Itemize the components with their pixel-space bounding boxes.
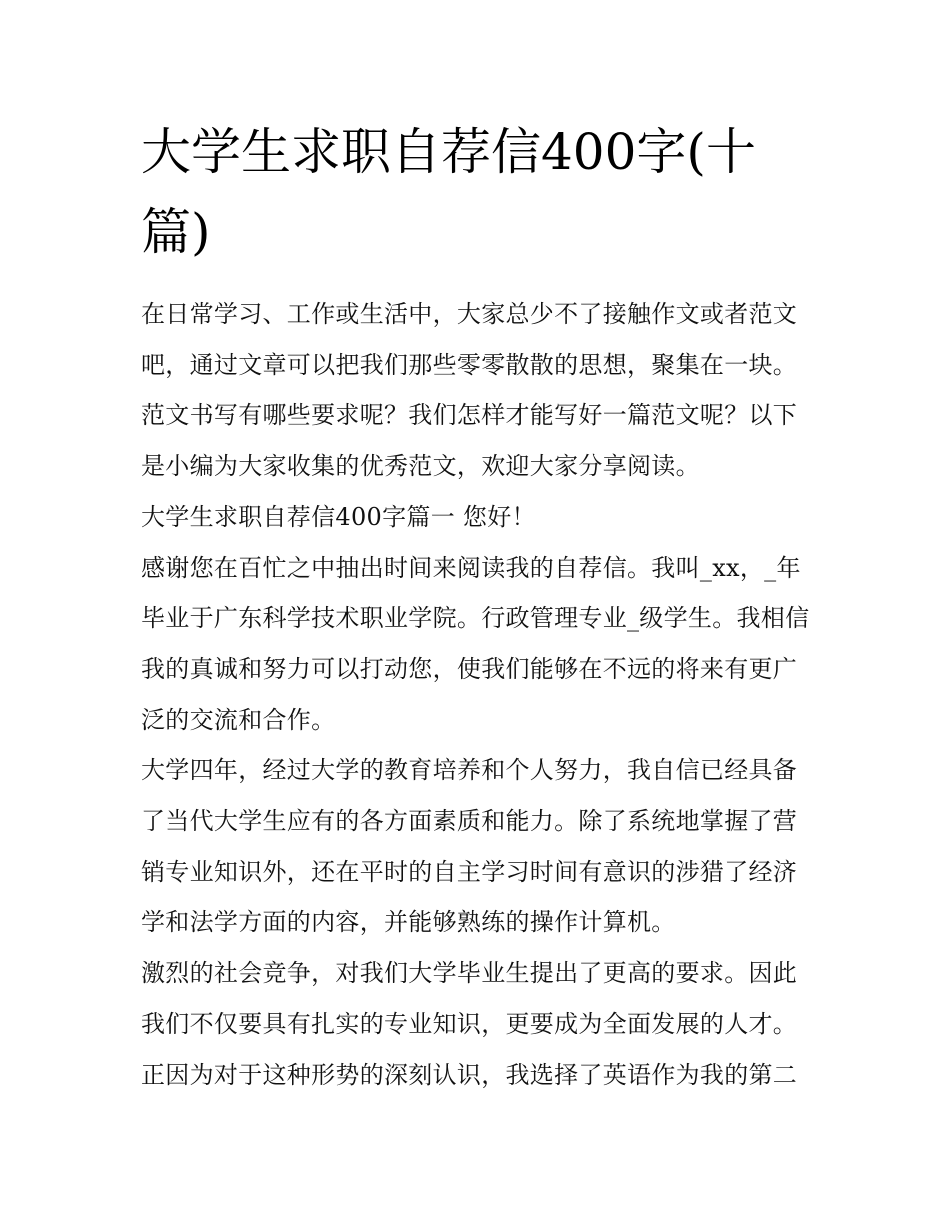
letter-heading-greeting: 大学生求职自荐信400字篇一 您好！ [141,502,536,531]
letter-paragraph: 激烈的社会竞争，对我们大学毕业生提出了更高的要求。因此我们不仅要具有扎实的专业知识，更要成为全面发展的人才。正因为对于这种形势的深刻认识，我选择了英语作为我的第二 [141,959,798,1089]
letter-paragraph: 感谢您在百忙之中抽出时间来阅读我的自荐信。我叫_xx，_年毕业于广东科学技术职业学院。行政管理专业_级学生。我相信我的真诚和努力可以打动您，使我们能够在不远的将来有更广泛的交流和合作。 [141,553,810,734]
document-body [141,289,821,1100]
intro-paragraph: 在日常学习、工作或生活中，大家总少不了接触作文或者范文吧，通过文章可以把我们那些零零散散的思想，聚集在一块。范文书写有哪些要求呢？我们怎样才能写好一篇范文呢？以下是小编为大家收集的优秀范文，欢迎大家分享阅读。 [141,300,798,481]
document-title: 大学生求职自荐信400字(十篇) [141,123,756,261]
letter-paragraph: 大学四年，经过大学的教育培养和个人努力，我自信已经具备了当代大学生应有的各方面素质和能力。除了系统地掌握了营销专业知识外，还在平时的自主学习时间有意识的涉猎了经济学和法学方面的内容，并能够熟练的操作计算机。 [141,756,798,937]
document-content [141,112,821,1100]
